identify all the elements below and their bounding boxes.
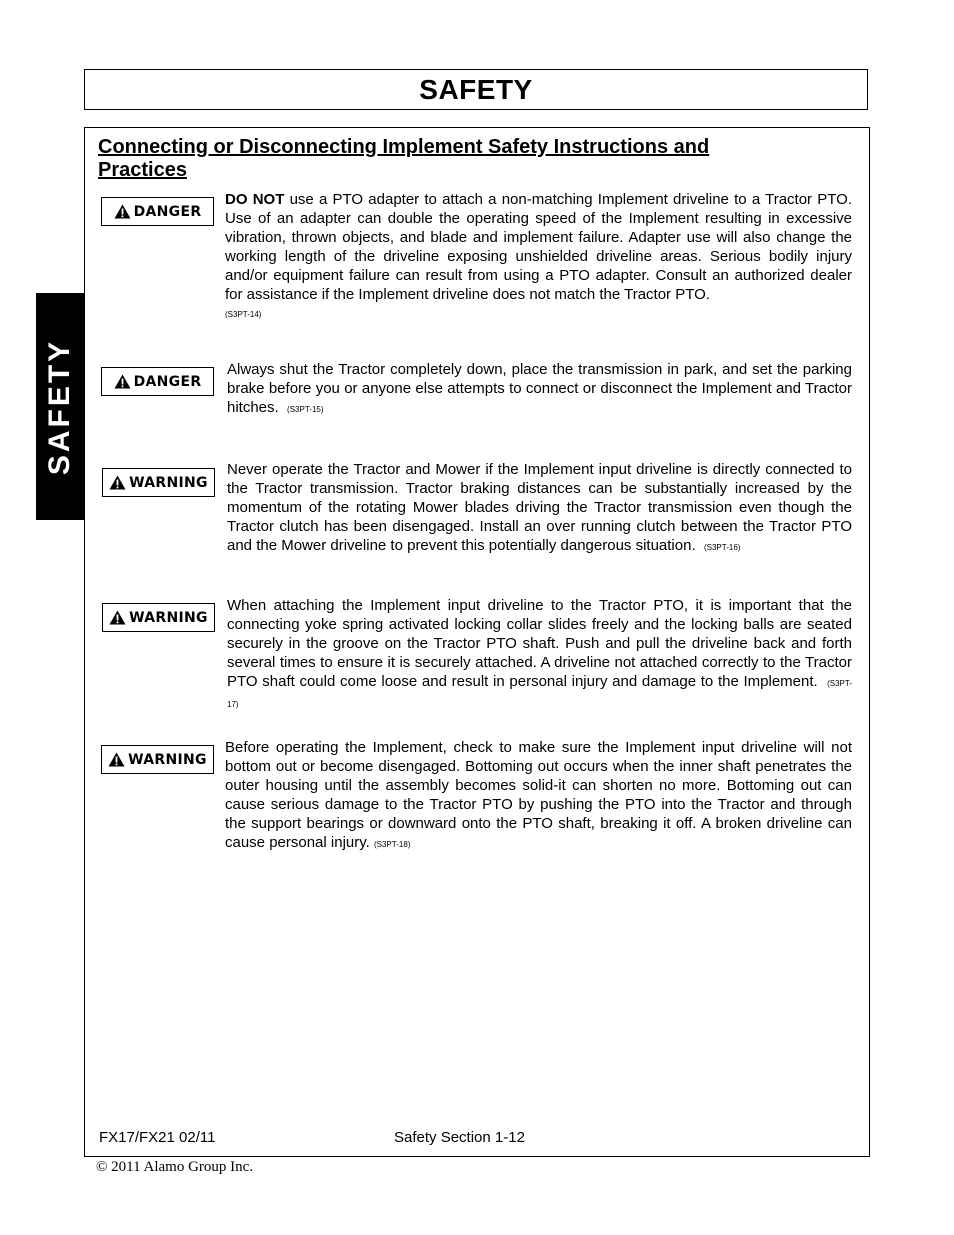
reference-code: (S3PT-16): [703, 542, 741, 552]
side-tab: [36, 293, 84, 520]
warning-badge: [101, 745, 214, 774]
badge-label: DANGER: [133, 373, 202, 390]
warning-text: [227, 461, 852, 558]
footer-section: Safety Section 1-12: [394, 1129, 525, 1146]
warning-triangle-icon: [109, 475, 126, 490]
footer-model: FX17/FX21 02/11: [99, 1129, 216, 1146]
emphasis-lead: DO NOT: [225, 191, 285, 208]
page-header: [84, 69, 868, 110]
warning-text: [225, 739, 852, 854]
warning-triangle-icon: [108, 752, 125, 767]
page-title: SAFETY: [419, 73, 533, 105]
reference-code: (S3PT-15): [287, 404, 324, 414]
warning-text: [225, 191, 852, 325]
warning-badge: [102, 468, 215, 497]
warning-triangle-icon: [109, 610, 126, 625]
copyright: © 2011 Alamo Group Inc.: [96, 1159, 254, 1175]
badge-label: DANGER: [133, 203, 202, 220]
warning-body: Always shut the Tractor completely down, place the transmission in park, and set the parking brake before you or anyone else attempts to connect or disconnect the Implement and Tractor hitches.: [227, 361, 852, 416]
warning-text: [227, 361, 852, 420]
danger-badge: [101, 197, 214, 226]
danger-badge: [101, 367, 214, 396]
reference-code: (S3PT-18): [373, 839, 411, 849]
reference-code: (S3PT-14): [225, 310, 262, 320]
badge-label: WARNING: [128, 751, 207, 768]
badge-label: WARNING: [129, 609, 208, 626]
badge-label: WARNING: [129, 474, 208, 491]
section-title: Connecting or Disconnecting Implement Safety Instructions and Practices: [98, 136, 710, 181]
warning-triangle-icon: [114, 374, 131, 389]
warning-body: Never operate the Tractor and Mower if the Implement input driveline is directly connected to the Tractor transmission. Tractor braking distances can be substantially increased by the momentum of the rotating Mower blades driving the Tractor transmission even though the Tractor clutch has been disengaged. Install an over running clutch between the Tractor PTO and the Mower driveline to prevent this potentially dangerous situation.: [227, 461, 852, 554]
reference-code: (S3PT-17): [227, 678, 852, 709]
warning-badge: [102, 603, 215, 632]
warning-body: use a PTO adapter to attach a non-matching Implement driveline to a Tractor PTO. Use of an adapter can double the operating speed of the Implement resulting in excessive vibration, thrown objects, and blade and implement failure. Adapter use will also change the working length of the driveline exposing unshielded driveline areas. Serious bodily injury and/or equipment failure can result from using a PTO adapter. Consult an authorized dealer for assistance if the Implement driveline does not match the Tractor PTO.: [225, 191, 852, 303]
warning-text: [227, 597, 852, 714]
side-tab-label: SAFETY: [43, 338, 77, 475]
warning-body: Before operating the Implement, check to make sure the Implement input driveline will not bottom out or become disengaged. Bottoming out occurs when the inner shaft penetrates the outer housing until the assembly becomes solid-it can shorten no more. Bottoming out can cause serious damage to the Tractor PTO by pushing the PTO into the Tractor and through the support bearings or downward onto the PTO shaft, breaking it off. A broken driveline can cause personal injury.: [225, 739, 852, 851]
warning-triangle-icon: [114, 204, 131, 219]
warning-body: When attaching the Implement input driveline to the Tractor PTO, it is important that the connecting yoke spring activated locking collar slides freely and the locking balls are seated securely in the groove on the Tractor PTO shaft. Push and pull the driveline back and forth several times to ensure it is securely attached. A driveline not attached correctly to the Tractor PTO shaft could come loose and result in personal injury and damage to the Implement.: [227, 597, 852, 690]
